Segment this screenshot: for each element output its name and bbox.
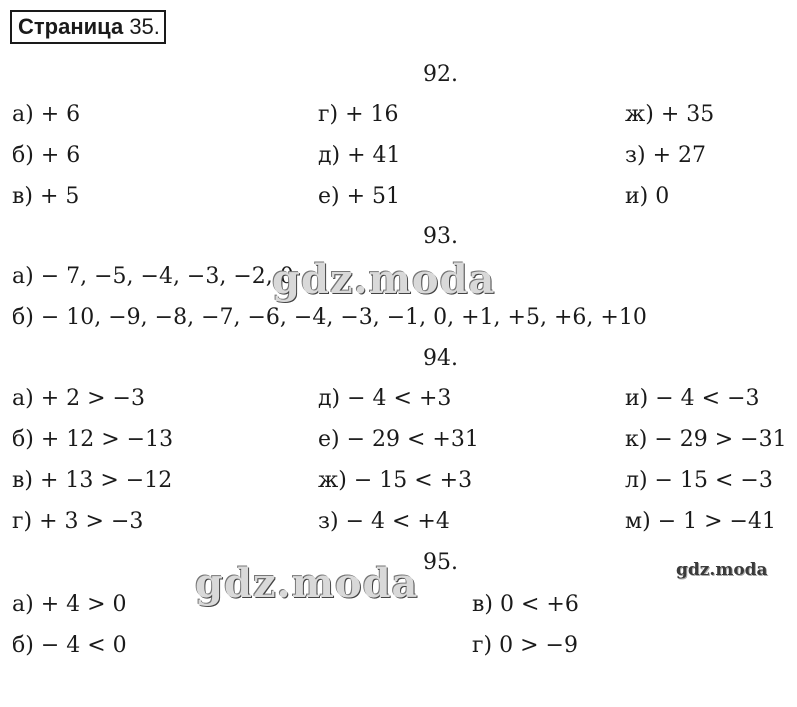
answer-item: а) + 6 [12,102,81,127]
answer-item: а) + 4 > 0 [12,592,127,617]
watermark: gdz.moda [195,560,419,607]
answer-item: б) − 10, −9, −8, −7, −6, −4, −3, −1, 0, +1, +5, +6, +10 [12,305,647,330]
answer-item: и) 0 [625,184,670,209]
answer-item: к) − 29 > −31 [625,427,787,452]
page-label-word: Страница [18,14,124,39]
answer-item: л) − 15 < −3 [625,468,773,493]
exercise-number-94: 94. [423,346,458,371]
page-label-number: 35. [129,14,160,39]
exercise-number-95: 95. [423,550,458,575]
answer-item: з) + 27 [625,143,706,168]
answer-item: е) − 29 < +31 [318,427,479,452]
answer-item: г) 0 > −9 [472,633,578,658]
answer-item: д) − 4 < +3 [318,386,452,411]
answer-item: б) + 6 [12,143,81,168]
answer-item: в) + 5 [12,184,80,209]
answer-item: а) + 2 > −3 [12,386,145,411]
answer-item: ж) − 15 < +3 [318,468,473,493]
watermark: gdz.moda [676,560,768,580]
answer-item: г) + 16 [318,102,399,127]
answer-item: а) − 7, −5, −4, −3, −2, 0 [12,264,294,289]
answer-item: д) + 41 [318,143,401,168]
answer-item: б) − 4 < 0 [12,633,127,658]
answer-item: г) + 3 > −3 [12,509,144,534]
answer-item: и) − 4 < −3 [625,386,760,411]
answer-item: м) − 1 > −41 [625,509,776,534]
answer-item: ж) + 35 [625,102,715,127]
answer-item: б) + 12 > −13 [12,427,174,452]
answer-item: е) + 51 [318,184,401,209]
watermark: gdz.moda [272,256,496,303]
answer-item: з) − 4 < +4 [318,509,450,534]
exercise-number-93: 93. [423,224,458,249]
answer-item: в) 0 < +6 [472,592,579,617]
exercise-number-92: 92. [423,62,458,87]
page-label [10,10,166,44]
answer-item: в) + 13 > −12 [12,468,173,493]
